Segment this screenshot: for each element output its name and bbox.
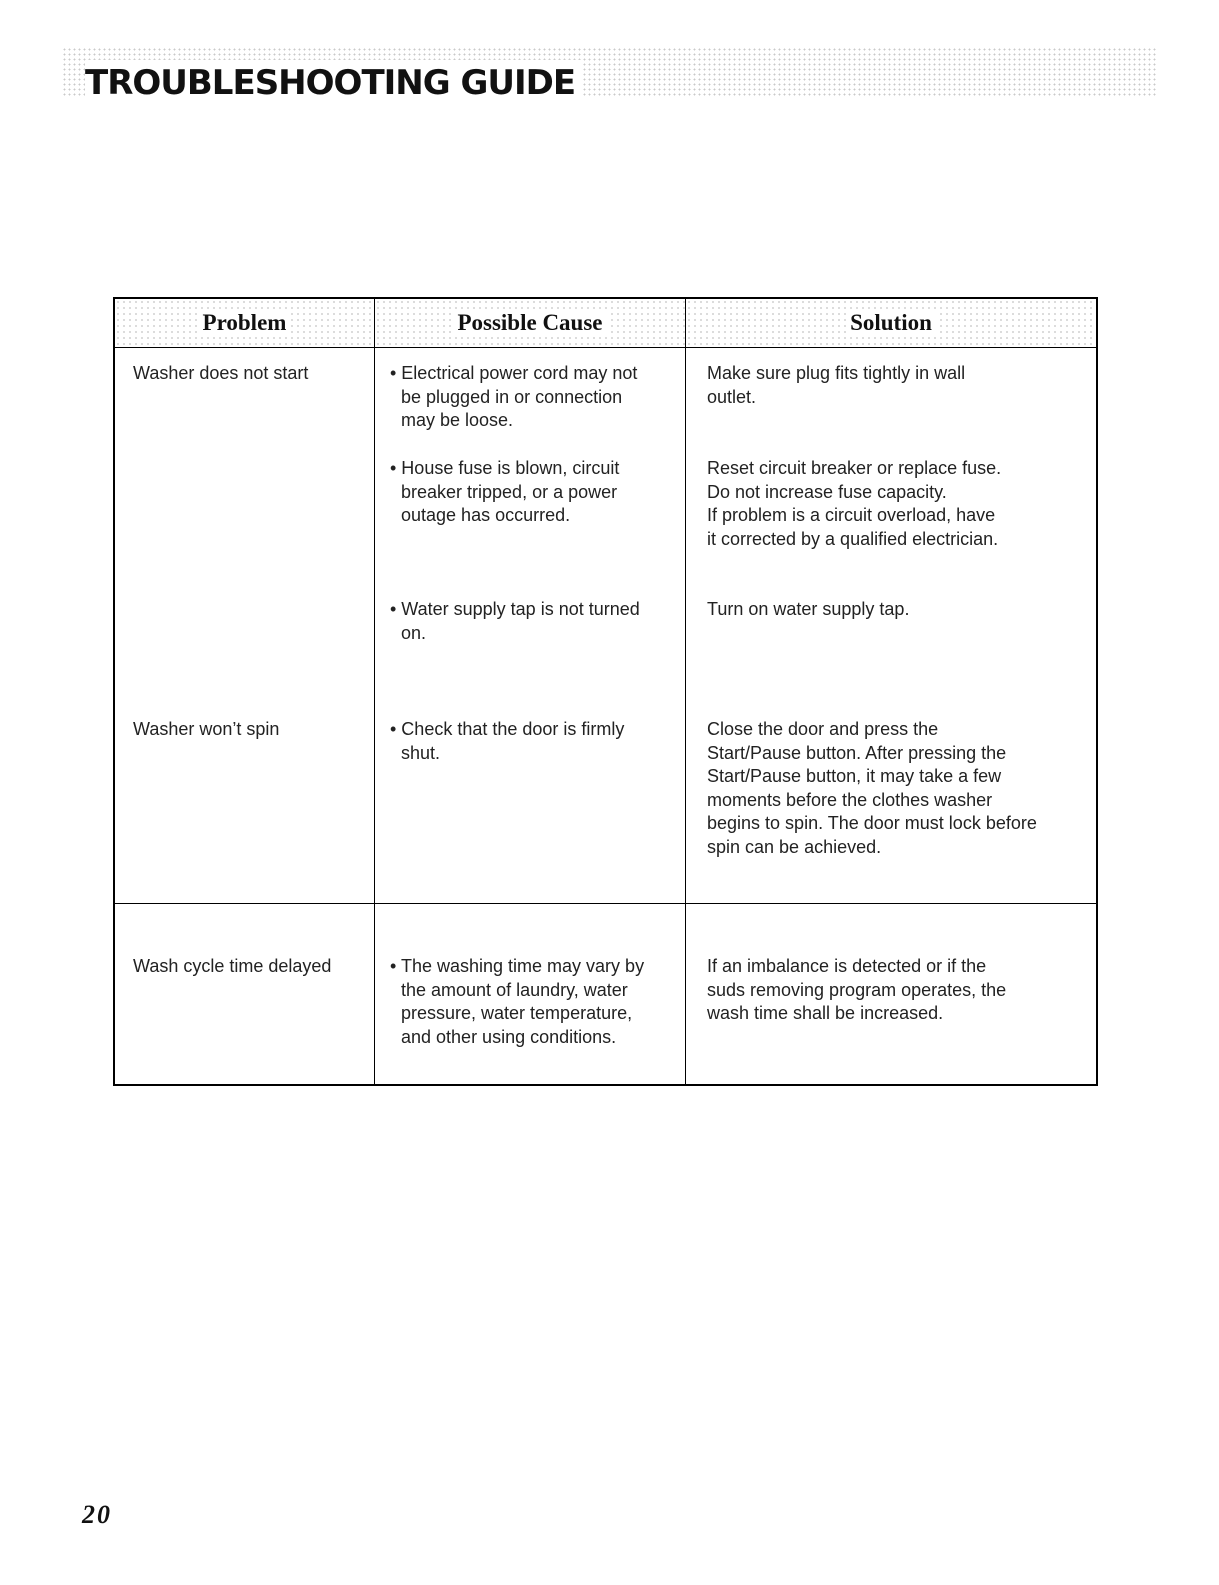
row-divider [115,903,1096,904]
problem-cell: Wash cycle time delayed [133,956,332,976]
troubleshooting-table [113,297,1098,1086]
cause-cell: • Electrical power cord may not be plugged in or connection may be loose. [390,363,638,431]
header-cause [375,299,685,347]
problem-cell: Washer does not start [133,363,309,383]
solution-cell: Close the door and press the Start/Pause button. After pressing the Start/Pause button, it may take a few moments before the clothes washer begins to spin. The door must lock before spin can be achieved. [707,719,1037,857]
solution-cell: Reset circuit breaker or replace fuse. Do not increase fuse capacity. If problem is a circuit overload, have it corrected by a qualified electrician. [707,458,1002,549]
page-title: TROUBLESHOOTING GUIDE [85,60,581,106]
column-divider [685,299,686,1084]
header-divider [115,347,1096,348]
header-problem-label: Problem [199,310,291,336]
header-problem [115,299,374,347]
header-cause-label: Possible Cause [453,310,606,336]
solution-cell: Make sure plug fits tightly in wall outlet. [707,363,966,407]
solution-cell: Turn on water supply tap. [707,599,910,619]
column-divider [374,299,375,1084]
cause-cell: • House fuse is blown, circuit breaker tripped, or a power outage has occurred. [390,458,620,526]
header-solution-label: Solution [846,310,936,336]
page-number: 20 [82,1500,112,1529]
problem-cell: Washer won’t spin [133,719,280,739]
cause-cell: • The washing time may vary by the amount of laundry, water pressure, water temperature, and other using conditions. [390,956,645,1047]
cause-cell: • Water supply tap is not turned on. [390,599,640,643]
header-solution [686,299,1096,347]
solution-cell: If an imbalance is detected or if the suds removing program operates, the wash time shall be increased. [707,956,1007,1024]
cause-cell: • Check that the door is firmly shut. [390,719,625,763]
